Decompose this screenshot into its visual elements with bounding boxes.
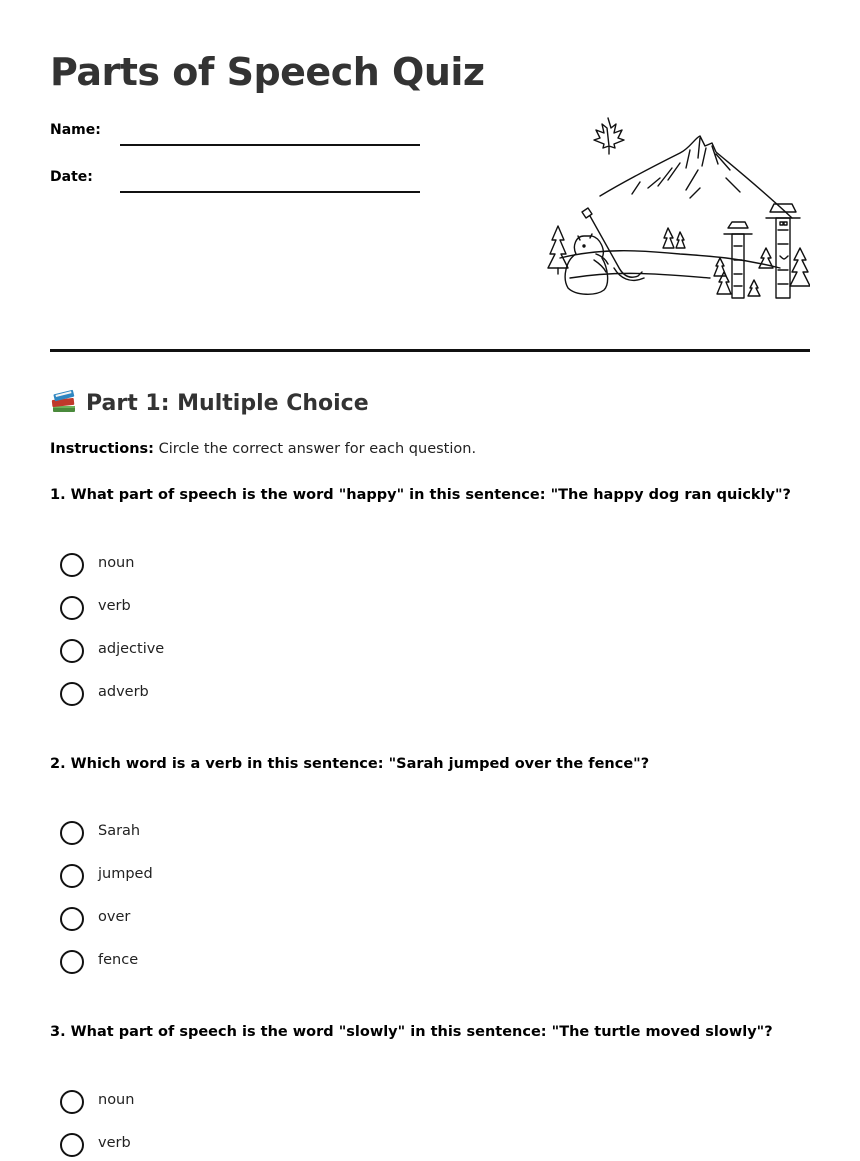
option-label: jumped — [98, 866, 153, 882]
q1-option-a[interactable] — [60, 553, 460, 579]
q3-option-b[interactable] — [60, 1133, 460, 1159]
q2-option-d[interactable] — [60, 950, 460, 976]
option-label: adverb — [98, 684, 149, 700]
radio-circle-icon[interactable] — [60, 864, 84, 888]
radio-circle-icon[interactable] — [60, 553, 84, 577]
question-2: 2. Which word is a verb in this sentence: "Sarah jumped over the fence"? — [50, 756, 650, 772]
q2-option-c[interactable] — [60, 907, 460, 933]
question-1: 1. What part of speech is the word "happy" in this sentence: "The happy dog ran quickly"? — [50, 487, 791, 503]
option-label: verb — [98, 598, 131, 614]
date-field-row — [50, 169, 430, 199]
radio-circle-icon[interactable] — [60, 950, 84, 974]
option-label: Sarah — [98, 823, 141, 839]
books-icon — [50, 388, 78, 414]
instructions-text: Circle the correct answer for each question. — [153, 441, 477, 457]
date-line[interactable] — [120, 191, 420, 193]
part1-heading-text: Part 1: Multiple Choice — [86, 391, 369, 416]
section-divider — [50, 349, 810, 352]
option-label: adjective — [98, 641, 165, 657]
radio-circle-icon[interactable] — [60, 1090, 84, 1114]
date-label: Date: — [50, 169, 93, 185]
option-label: noun — [98, 555, 135, 571]
q2-option-b[interactable] — [60, 864, 460, 890]
canada-landscape-icon — [540, 108, 810, 308]
radio-circle-icon[interactable] — [60, 682, 84, 706]
name-line[interactable] — [120, 144, 420, 146]
instructions-label: Instructions: — [50, 441, 154, 457]
name-field-row — [50, 122, 430, 152]
instructions — [50, 441, 476, 457]
q1-option-d[interactable] — [60, 682, 460, 708]
q1-option-b[interactable] — [60, 596, 460, 622]
radio-circle-icon[interactable] — [60, 596, 84, 620]
part1-heading — [50, 388, 369, 416]
question-3: 3. What part of speech is the word "slowly" in this sentence: "The turtle moved slowly"? — [50, 1024, 773, 1040]
option-label: noun — [98, 1092, 135, 1108]
radio-circle-icon[interactable] — [60, 639, 84, 663]
radio-circle-icon[interactable] — [60, 821, 84, 845]
option-label: over — [98, 909, 131, 925]
radio-circle-icon[interactable] — [60, 907, 84, 931]
q1-option-c[interactable] — [60, 639, 460, 665]
page-title: Parts of Speech Quiz — [50, 50, 485, 94]
option-label: verb — [98, 1135, 131, 1151]
radio-circle-icon[interactable] — [60, 1133, 84, 1157]
option-label: fence — [98, 952, 139, 968]
q2-option-a[interactable] — [60, 821, 460, 847]
name-label: Name: — [50, 122, 101, 138]
q3-option-a[interactable] — [60, 1090, 460, 1116]
